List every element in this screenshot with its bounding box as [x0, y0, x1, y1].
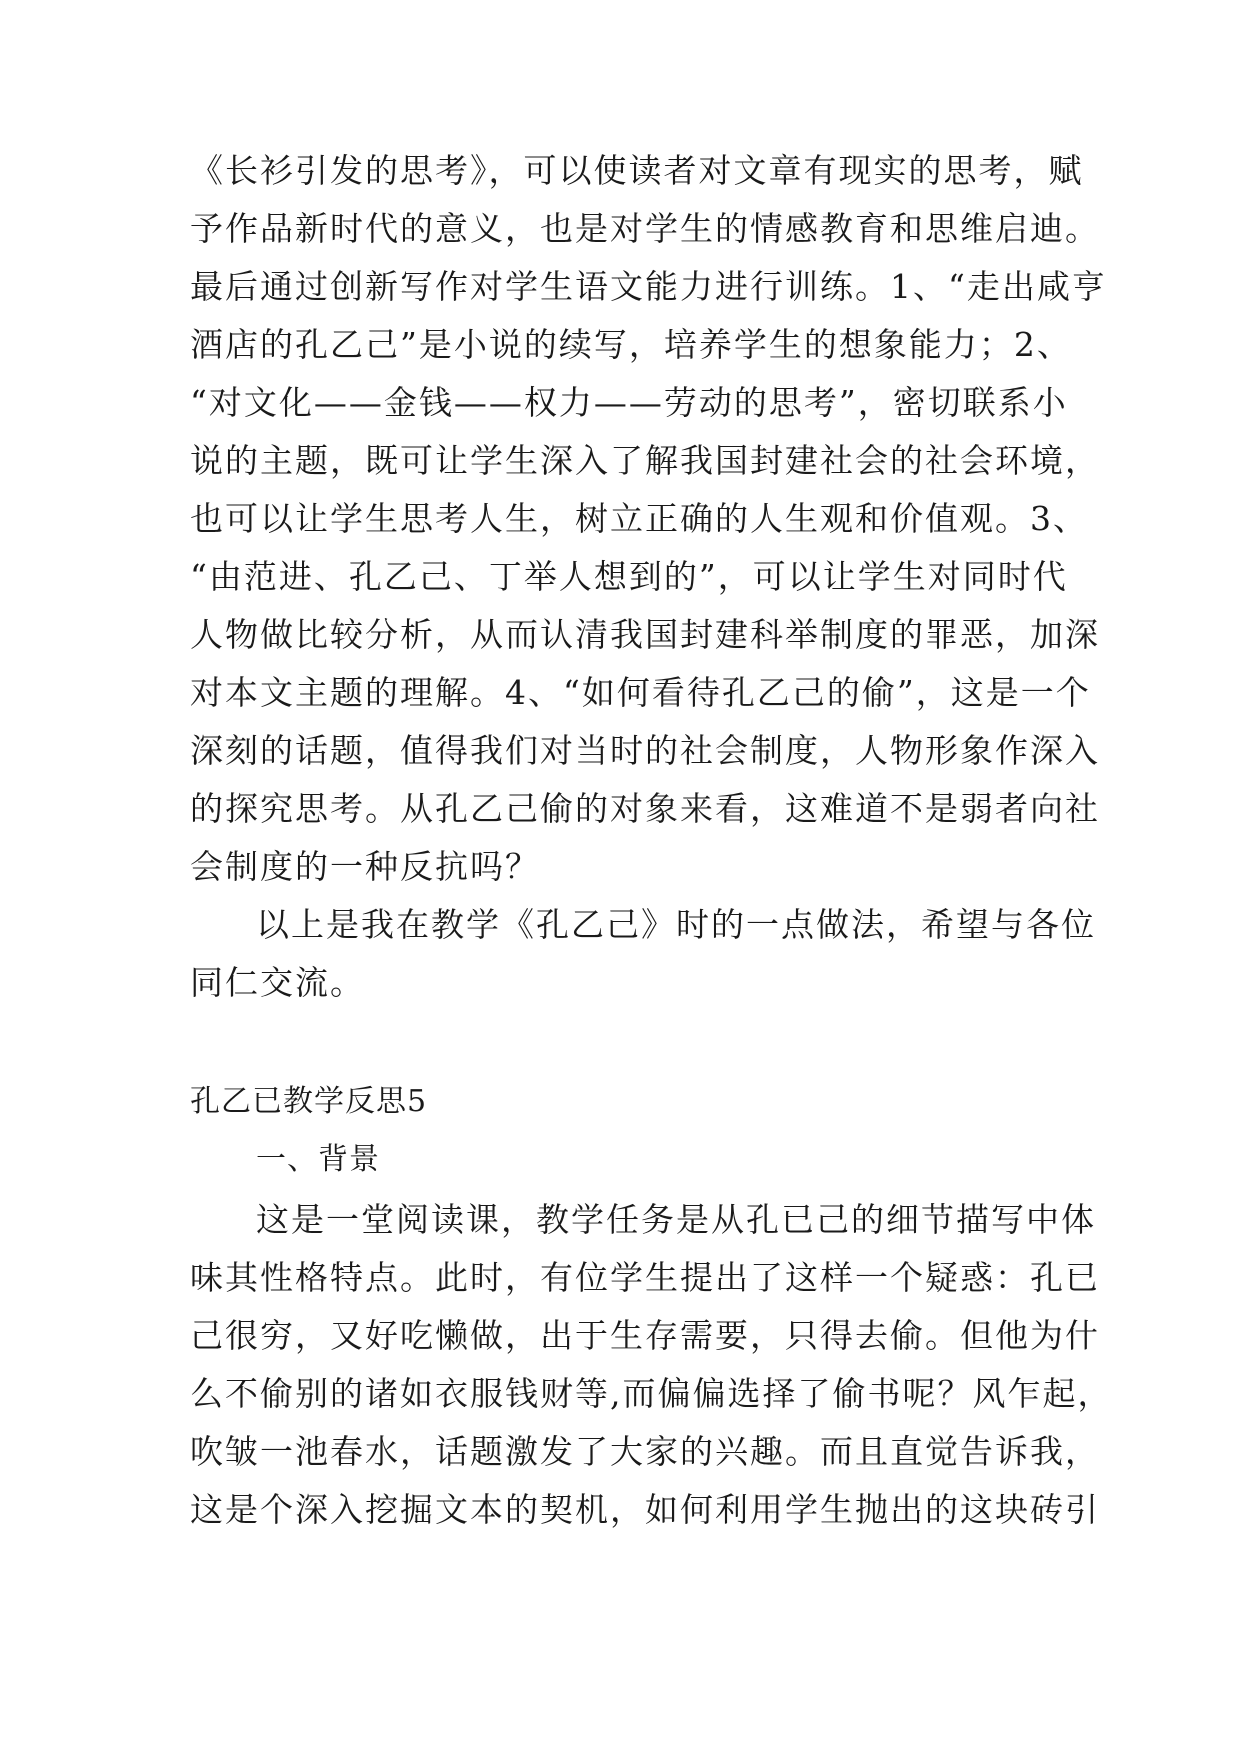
paragraph-2-line: 同仁交流。	[190, 963, 365, 1002]
paragraph-1-line: 也可以让学生思考人生，树立正确的人生观和价值观。3、	[190, 499, 1088, 538]
paragraph-3-line: 么不偷别的诸如衣服钱财等,而偏偏选择了偷书呢？风乍起，	[190, 1374, 1113, 1413]
paragraph-3-line: 这是个深入挖掘文本的契机，如何利用学生抛出的这块砖引	[190, 1490, 1100, 1529]
paragraph-1-line: 最后通过创新写作对学生语文能力进行训练。1、“走出咸亨	[190, 267, 1107, 306]
subheading: 一、背景	[256, 1142, 380, 1177]
paragraph-1-line: 予作品新时代的意义，也是对学生的情感教育和思维启迪。	[190, 209, 1100, 248]
paragraph-1-line: “由范进、孔乙己、丁举人想到的”，可以让学生对同时代	[190, 557, 1068, 596]
paragraph-1-line: 说的主题，既可让学生深入了解我国封建社会的社会环境，	[190, 441, 1100, 480]
section-title: 孔乙已教学反思5	[190, 1084, 428, 1119]
paragraph-1-line: 的探究思考。从孔乙己偷的对象来看，这难道不是弱者向社	[190, 789, 1100, 828]
paragraph-1-line: 深刻的话题，值得我们对当时的社会制度，人物形象作深入	[190, 731, 1100, 770]
paragraph-3-line: 味其性格特点。此时，有位学生提出了这样一个疑惑：孔已	[190, 1258, 1100, 1297]
paragraph-1-line: 酒店的孔乙己”是小说的续写，培养学生的想象能力；2、	[190, 325, 1072, 364]
paragraph-3-line: 这是一堂阅读课，教学任务是从孔已己的细节描写中体	[256, 1200, 1096, 1239]
paragraph-1-line: “对文化——金钱——权力——劳动的思考”，密切联系小	[190, 383, 1068, 422]
paragraph-1-line: 人物做比较分析，从而认清我国封建科举制度的罪恶，加深	[190, 615, 1100, 654]
paragraph-1-line: 会制度的一种反抗吗？	[190, 847, 540, 886]
paragraph-1-line: 《长衫引发的思考》，可以使读者对文章有现实的思考，赋	[190, 151, 1084, 190]
paragraph-2-line: 以上是我在教学《孔乙己》时的一点做法，希望与各位	[256, 905, 1096, 944]
paragraph-1-line: 对本文主题的理解。4、“如何看待孔乙己的偷”，这是一个	[190, 673, 1091, 712]
paragraph-3-line: 己很穷，又好吃懒做，出于生存需要，只得去偷。但他为什	[190, 1316, 1100, 1355]
paragraph-3-line: 吹皱一池春水，话题激发了大家的兴趣。而且直觉告诉我，	[190, 1432, 1100, 1471]
